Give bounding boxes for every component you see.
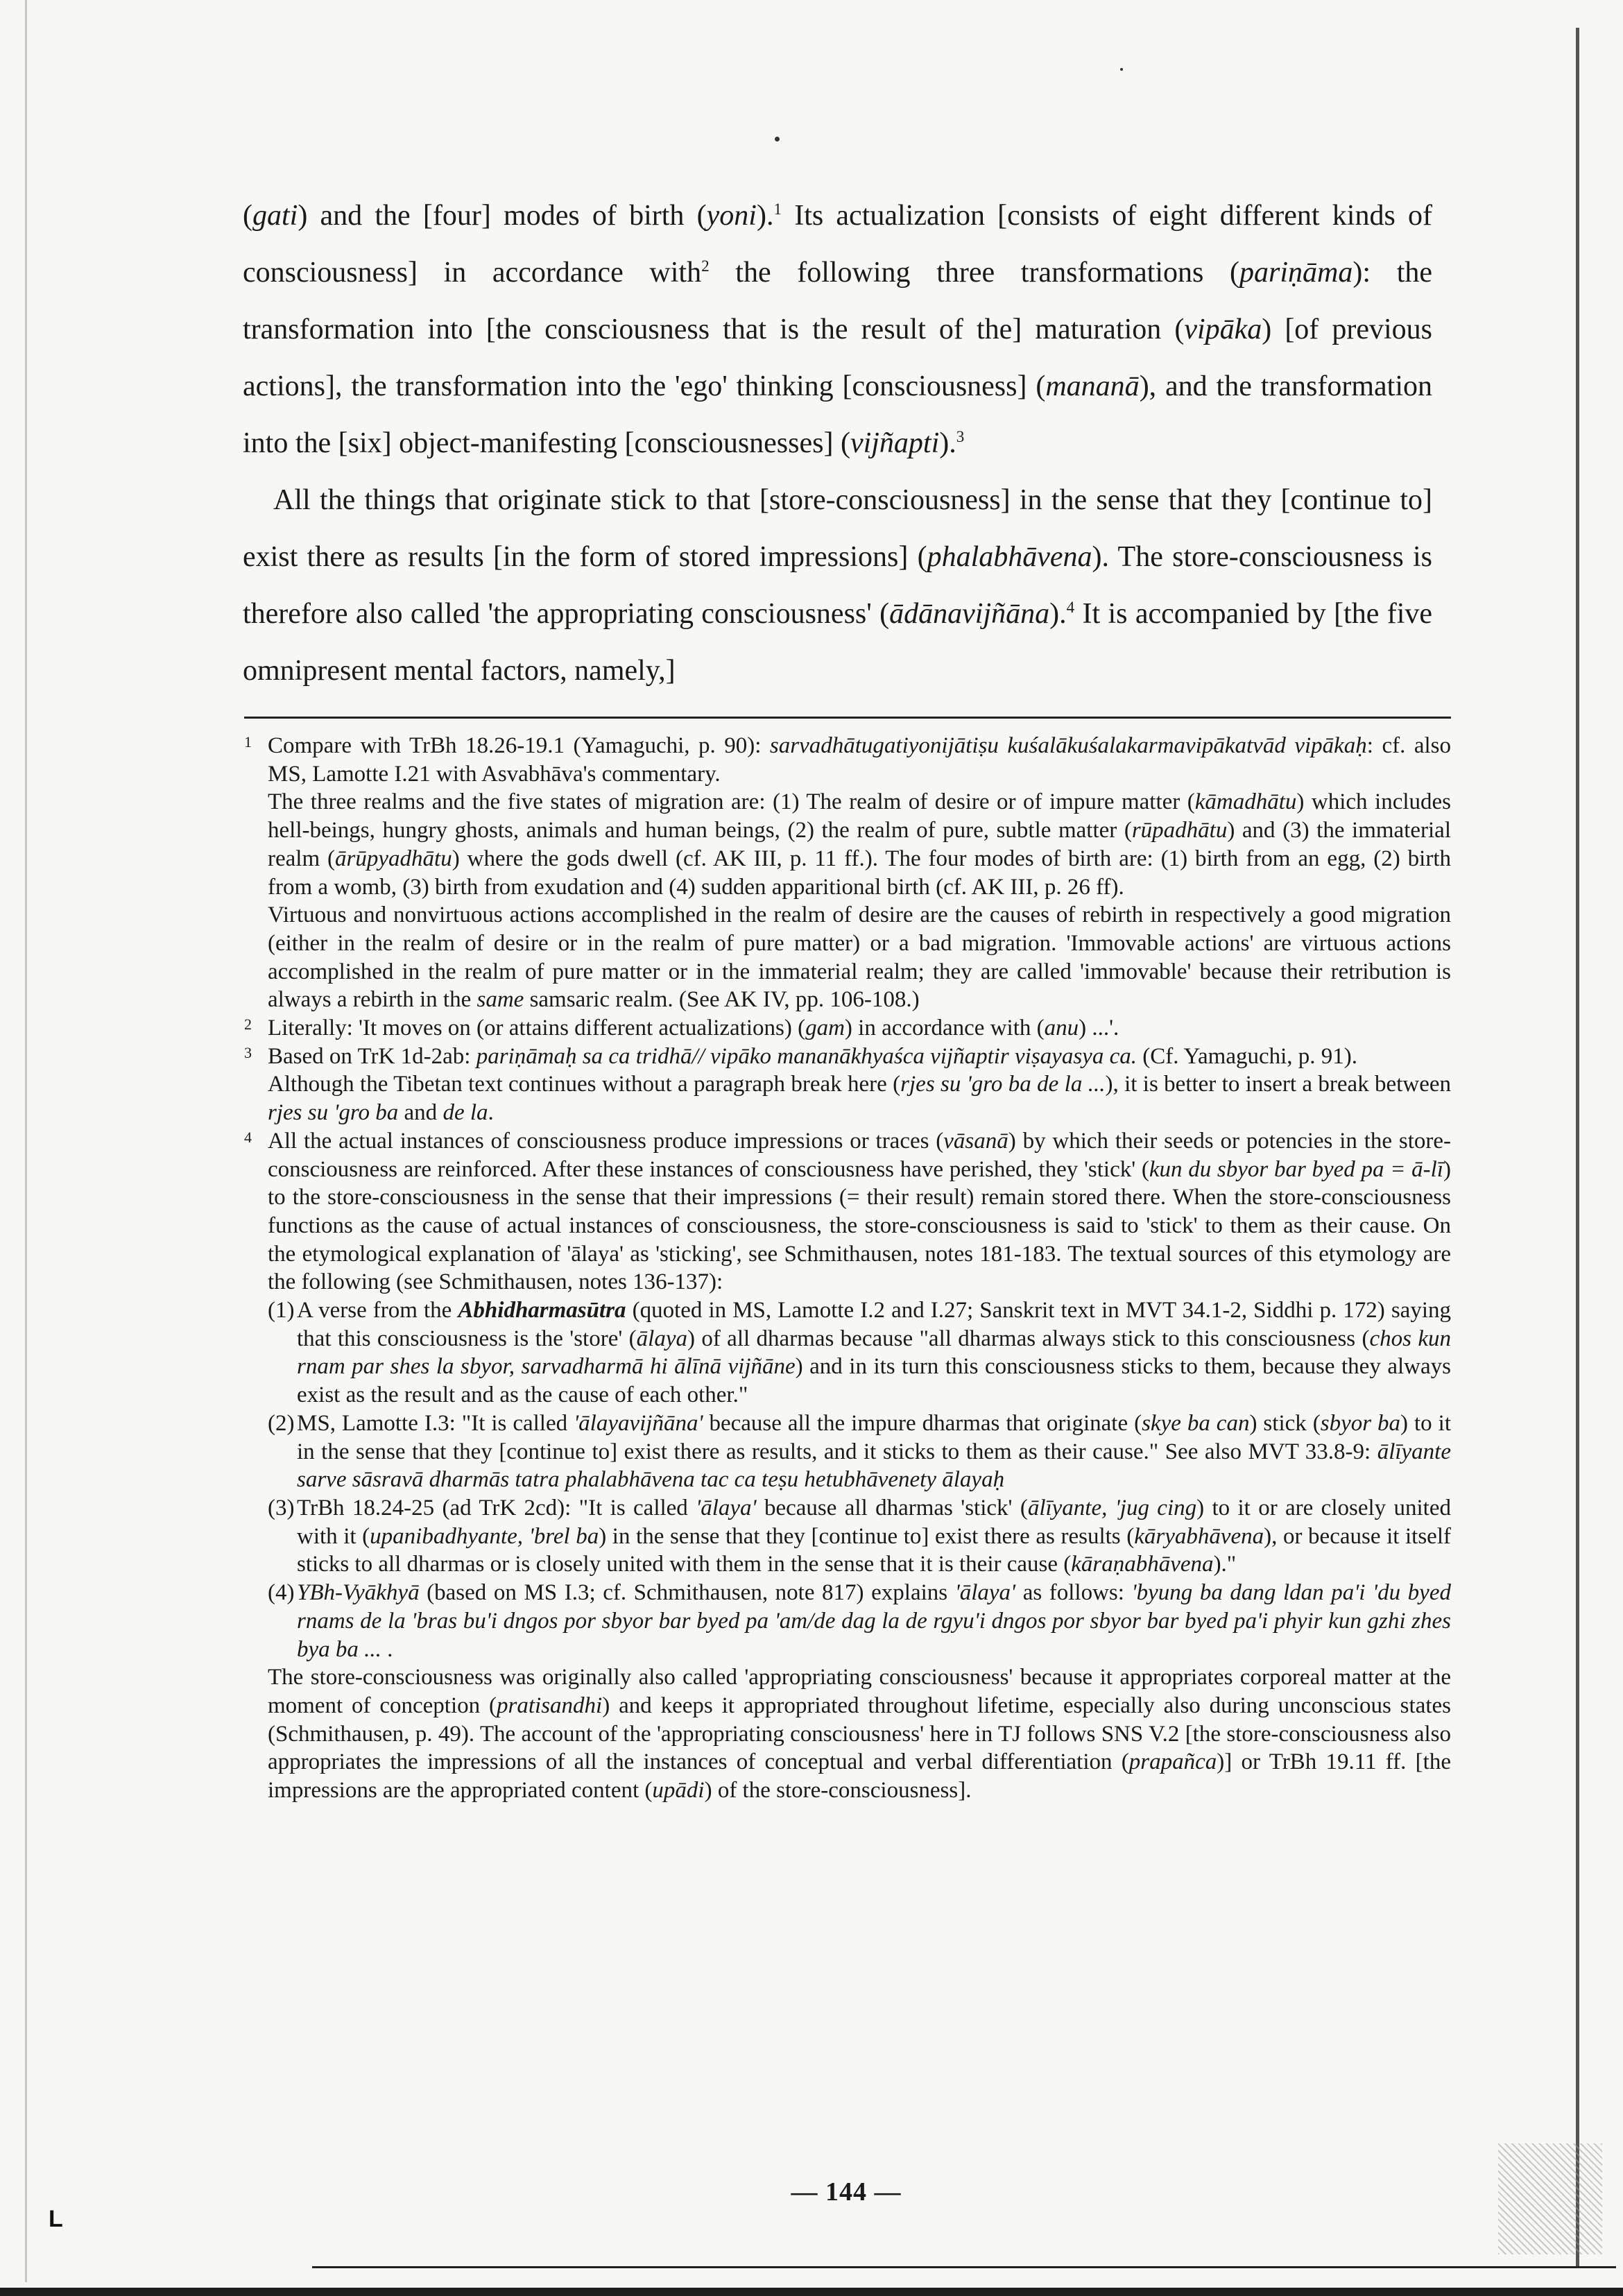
footnote-2: 2 Literally: 'It moves on (or attains different actualizations) (gam) in accordance with (anu) ...'. — [244, 1014, 1451, 1043]
paragraph-2: All the things that originate stick to that [store-consciousness] in the sense that they [continue to] exist there as results [in the form of stored impressions] (phalabhāvena). The store-consciousness is therefore also called 'the appropriating consciousness' (ādānavijñāna).$^4$ It is accompanied by [the five omnipresent mental factors, namely,] — [243, 484, 1433, 687]
scan-dust-dot — [775, 137, 780, 142]
source-list-item-1: (1) A verse from the Abhidharmasūtra (quoted in MS, Lamotte I.2 and I.27; Sanskrit text in MVT 34.1-2, Siddhi p. 172) saying that this consciousness is the 'store' (ālaya) of all dharmas because "all dharmas always stick to this consciousness (chos kun rnam par shes la sbyor, sarvadharmā hi ālīnā vijñāne) and in its turn this consciousness sticks to them, because they always exist as the result and as the cause of each other." — [268, 1298, 1451, 1408]
footnote-ref-2: 2 — [701, 257, 710, 275]
footnote-4: 4 All the actual instances of consciousness produce impressions or traces (vāsanā) by which their seeds or potencies in the store-consciousness are reinforced. After these instances of consciousness have perished, they 'stick' (kun du sbyor bar byed pa = ā-lī) to the store-consciousness in the sense that their impressions (= their result) remain stored there. When the store-consciousness functions as the cause of actual instances of consciousness, the store-consciousness is said to 'stick' to them as their cause. On the etymological explanation of 'ālaya' as 'sticking', see Schmithausen, notes 181-183. The textual sources of this etymology are the following (see Schmithausen, notes 136-137): (1) A verse from the Abhidharmasūtra (quoted in MS, Lamotte I.2 and I.27; Sanskrit text in MVT 34.1-2, Siddhi p. 172) saying that this consciousness is the 'store' (ālaya) of all dharmas because "all dharmas always stick to this consciousness (chos kun rnam par shes la sbyor, sarvadharmā hi ālīnā vijñāne) and in its turn this consciousness sticks to them, because they always exist as the result and as the cause of each other." (2) MS, Lamotte I.3: "It is called 'ālayavijñāna' because all the impure dharmas that originate (skye ba can) stick (sbyor ba) to it in the sense that they [continue to] exist there as results, and it sticks to them as their cause." See also MVT 33.8-9: ālīyante sarve sāsravā dharmās tatra phalabhāvena tac ca teṣu hetubhāvenety ālayaḥ (3) TrBh 18.24-25 (ad TrK 2cd): "It is called 'ālaya' because all dharmas 'stick' (ālīyante, 'jug cing) to it or are closely united with it (upanibadhyante, 'brel ba) in the sense that they [continue to] exist there as results (kāryabhāvena), or because it itself sticks to all dharmas or is closely united with them in the sense that it is their cause (kāraṇabhāvena)." (4) YBh-Vyākhyā (based on MS I.3; cf. Schmithausen, note 817) explains 'ālaya' as follows: 'byung ba dang ldan pa'i 'du byed rnams de la 'bras bu'i dngos por sbyor bar byed pa 'am/de dag la de rgyu'i dngos por sbyor bar byed pa'i phyir kun gzhi zhes bya ba ... . The store-consciousness was originally also called 'appropriating consciousness' because it appropriates corporeal matter at the moment of conception (pratisandhi) and keeps it appropriated throughout lifetime, especially also during unconscious states (Schmithausen, p. 49). The account of the 'appropriating consciousness' here in TJ follows SNS V.2 [the store-consciousness also appropriates the impressions of all the instances of conceptual and verbal differentiation (prapañca)] or TrBh 19.11 ff. [the impressions are the appropriated content (upādi) of the store-consciousness]. — [244, 1127, 1451, 1805]
footnotes-section — [244, 732, 1451, 1805]
crop-mark: L — [49, 2206, 63, 2232]
footnote-ref-1: 1 — [773, 200, 782, 218]
footnote-number: 4 — [244, 1128, 252, 1146]
scan-left-edge — [25, 0, 27, 2282]
source-list-item-3: (3) TrBh 18.24-25 (ad TrK 2cd): "It is called 'ālaya' because all dharmas 'stick' (ālīyante, 'jug cing) to it or are closely united with it (upanibadhyante, 'brel ba) in the sense that they [continue to] exist there as results (kāryabhāvena), or because it itself sticks to all dharmas or is closely united with them in the sense that it is their cause (kāraṇabhāvena)." — [268, 1495, 1451, 1577]
main-body-text — [243, 187, 1432, 699]
footnote-number: 3 — [244, 1043, 252, 1061]
source-list-item-4: (4) YBh-Vyākhyā (based on MS I.3; cf. Schmithausen, note 817) explains 'ālaya' as follows: 'byung ba dang ldan pa'i 'du byed rnams de la 'bras bu'i dngos por sbyor bar byed pa 'am/de dag la de rgyu'i dngos por sbyor bar byed pa'i phyir kun gzhi zhes bya ba ... . — [268, 1580, 1451, 1662]
footnote-3: 3 Based on TrK 1d-2ab: pariṇāmaḥ sa ca tridhā// vipāko mananākhyaśca vijñaptir viṣayasya ca. (Cf. Yamaguchi, p. 91). Although the Tibetan text continues without a paragraph break here (rjes su 'gro ba de la ...), it is better to insert a break between rjes su 'gro ba and de la. — [244, 1043, 1451, 1127]
footnote-separator — [244, 717, 1451, 719]
footnote-1: 1 Compare with TrBh 18.26-19.1 (Yamaguchi, p. 90): sarvadhātugatiyonijātiṣu kuśalākuśalakarmavipākatvād vipākaḥ: cf. also MS, Lamotte I.21 with Asvabhāva's commentary. The three realms and the five states of migration are: (1) The realm of desire or of impure matter (kāmadhātu) which includes hell-beings, hungry ghosts, animals and human beings, (2) the realm of pure, subtle matter (rūpadhātu) and (3) the immaterial realm (ārūpyadhātu) where the gods dwell (cf. AK III, p. 11 ff.). The four modes of birth are: (1) birth from an egg, (2) birth from a womb, (3) birth from exudation and (4) sudden apparitional birth (cf. AK III, p. 26 ff). Virtuous and nonvirtuous actions accomplished in the realm of desire are the causes of rebirth in respectively a good migration (either in the realm of desire or in the realm of pure matter) or a bad migration. 'Immovable actions' are virtuous actions accomplished in the realm of pure matter or in the immaterial realm; they are called 'immovable' because their retribution is always a rebirth in the same samsaric realm. (See AK IV, pp. 106-108.) — [244, 732, 1451, 1014]
page-number: — 144 — — [791, 2177, 902, 2207]
paragraph-1: (gati) and the [four] modes of birth (yoni).$^1$ Its actualization [consists of eight different kinds of consciousness] in accordance with$^2$ the following three transformations (pariṇāma): the transformation into [the consciousness that is the result of the] maturation (vipāka) [of previous actions], the transformation into the 'ego' thinking [consciousness] (mananā), and the transformation into the [six] object-manifesting [consciousnesses] (vijñapti).$^3$ — [243, 200, 1433, 459]
scan-right-edge — [1576, 28, 1579, 2268]
footnote-number: 1 — [244, 733, 252, 751]
scan-dust-dot — [1120, 68, 1123, 71]
page-bottom-rule — [312, 2266, 1616, 2268]
scan-noise — [1498, 2143, 1602, 2254]
footnote-ref-3: 3 — [956, 427, 965, 445]
footnote-number: 2 — [244, 1016, 252, 1034]
source-list-item-2: (2) MS, Lamotte I.3: "It is called 'ālayavijñāna' because all the impure dharmas that originate (skye ba can) stick (sbyor ba) to it in the sense that they [continue to] exist there as results, and it sticks to them as their cause." See also MVT 33.8-9: ālīyante sarve sāsravā dharmās tatra phalabhāvena tac ca teṣu hetubhāvenety ālayaḥ — [268, 1410, 1451, 1493]
footnote-ref-4: 4 — [1066, 598, 1075, 616]
scan-bottom-band — [0, 2288, 1623, 2296]
